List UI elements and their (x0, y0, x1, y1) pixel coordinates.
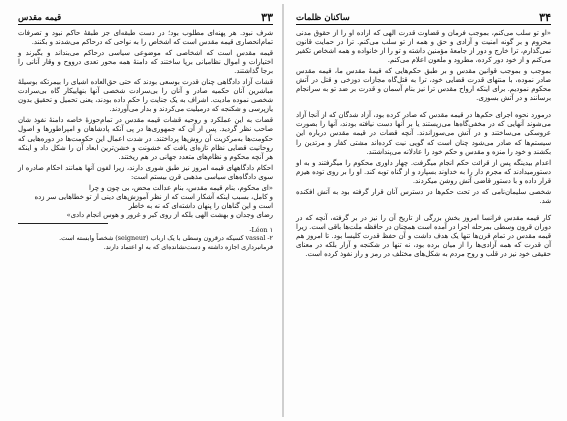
right-page-number: ۳۴ (539, 11, 551, 24)
footnote-separator (18, 223, 108, 224)
right-page (284, 0, 567, 421)
paragraph: قضات به این عملکرد و روحیه قشات قیمه مقدس در تمام‌حوزهٔ خاصه دامنهٔ نفوذ شان صاحب نظر گردید. پس از آن که جمهوری‌ها در پی آنکه پادشاهان و امپراطورها و اصول حکومت‌ها به‌مرکزیت آن روش‌ها پرداختند. در شدت اعمال این حکومت‌ها در دوره‌هایی که روحانیت قضایی نظام تازه‌ای یافت که خشونت و خشن‌ترین ابعاد آن را شکل داد و اینکه هر آنچه محکوم و نظام‌های متعدد جهانی در هم ریختند. (18, 116, 273, 161)
paragraph: قشات آزاد دادگاهی چنان قدرت بوسعی بودند که حتی حق‌العاده اشیای را بیمرتکه بوسیلهٔ مباشرین آنان حکمیه صادر و آنان را بی‌سرادت شخصی آنها بنهاییکار گاه بی‌سرادت شخصی نموده مادیت. اشراف به یک جنایت را حکم داده بودند، یعنی تحمیل و تحقیق بدون یازپرسی و شکنجه که درمیلیت می‌کردند و بدار می‌آوردند. (18, 78, 273, 114)
paragraph: بموجب و بموجب قوانین مقدس و بر طبق حکم‌هایی که قیمهٔ مقدس ما، قیمه مقدس صادر نموده، با منتهای قدرت قضایی خود، ترا به قتل‌گاه مجازات دوزخی و قتل در آتش محکوم نمودیم. برای اینکه ارواح مقدس ترا نیز بنام آسمان و قدرت بر ضد تو به سرانجام برسانند و در آتش بسوزی. (296, 67, 551, 103)
quote-line: و کامل، بسبب اینکه آشکار است که از نظر آموزش‌های دینی از تو خطاهایی سر زده است و این گناهان را پنهان داشته‌ای که نه به خاطر (34, 192, 273, 210)
right-page-body (296, 29, 551, 259)
paragraph: شخصی سلیمان‌نامی که در تحت حکم‌ها در دسترس آنان قرار گرفته بود به آتش افکنده شد. (296, 187, 551, 205)
footnotes (18, 226, 273, 252)
quote-line: «ای محکوم، بنام قیمه مقدس، بنام عدالت محض، بی چون و چرا (89, 183, 273, 192)
right-running-title: ساکنان ظلمات (296, 13, 350, 23)
paragraph: قیمه مقدس است که اشخاصی که موضوعی سیاسی درحاکم می‌بنداند و بگیرند و اختیارات و اموال نظامیانی برپا ساختند که دامنهٔ همه محور تعدی درووح و وقار آنانی را برجا گذاشتند. (18, 49, 273, 76)
quote-line: رضای وجدان و بهشت الهی بلکه از روی کبر و غرور و هوس انجام دادی» (66, 210, 273, 219)
verdict-quotes (18, 184, 273, 220)
paragraph: درمورد نحوه اجرای حکم‌ها در قیمه مقدس که صادر کرده بود، آزاد شدگان که از آنجا آزاد می‌شوند آنهایی که در مخفی‌گاه‌ها می‌زیستند یا بر آنها دست نیافته بودند، آنها را بصورت عروسکی می‌ساختند و در آتش می‌سوزاندند. آنچه قضات در قیمه مقدس درباره این سیستم‌ها که صادر می‌شود چنان است که گویی نیت کرده‌اند مشتی کفار و مرتدین را بکشند و خود را منزه و مقدس و حکم خود را عادلانه می‌پنداشتند. (296, 111, 551, 156)
left-page-header (18, 10, 273, 25)
left-running-title: قیمه مقدس (18, 13, 62, 23)
paragraph: «او تو سلب می‌کنم، بموجب فرمان و قضاوت قدرت الهی که اراده او را از حقوق مدنی محروم و بر گونه امنیت و آزادی و حق و همه از تو سلب می‌کنم. ترا در حمایت قانون نمی‌گذارم، ترا خارج و دور از جامعهٔ مؤمنین داشته و تو را از خانواده و همه اشخاص تکفیر می‌کنم و از خود دور کرده، مطرود و ملعون اعلام می‌کنم. (296, 29, 551, 65)
left-page-body (18, 29, 273, 251)
footnote: Léon ۱- (249, 225, 273, 234)
paragraph: شرف نبود. هر پهنه‌ای مطلوب بود؛ در دست طبقه‌ای جز طبقهٔ حاکم نبود و تصرفات تمام‌انحصاری قیمه مقدس است که اشخاص را به نواحی که درحاکم می‌شدند و بکنند. (18, 29, 273, 47)
left-page (0, 0, 283, 421)
footnote: فرمانبرداری اجازه داشته و دست‌نشانده‌ای که به او اعتماد دارند. (103, 242, 273, 251)
paragraph: کار قیمه مقدس فرانسا امروز بخش بزرگی از تاریخ آن را نیز در بر گرفته، آنچه که در دوران قرون وسطی بمرحله اجرا در آمده است همچنان در حافظه ملت‌ها باقی است. زیرا قیمه مقدس در تمام قرن‌ها تنها یک هدف داشت و آن حفظ قدرت کلیسا بود. تا امروز هم آن قدرت که همه آزادی‌ها را از میان برده بود، نه تنها در شکنجه و آزار بلکه در معنای حقیقی خود نیز در قلب و روح مردم به شکل‌های مختلف در رمز و راز نفوذ کرده است. (296, 213, 551, 259)
footnote: vassal -۲ کسیکه درقرون وسطی با یک ارباب (seigneur) شخصاً وابسته است. (59, 234, 273, 243)
left-page-number: ۳۳ (261, 11, 273, 24)
right-page-header (296, 10, 551, 25)
paragraph: احکام دادگاههای قیمه امروز نیز طبق شوری دارند، زیرا لفون آنها همانند احکام صادره از سوی دادگاه‌های سیاسی مذهبی قرن بیستم است: (18, 163, 273, 181)
paragraph: اعدام بیدینگه پس از قرائت حکم انجام میگرفت. چهار داوری محکوم را میگرفتند و به او دستورمیدادند که مجرم دار را به خداوند بسپارد و از گناه توبه کند. او را بر روی توده هیزم قرار داده و با دستور قاضی آتش روشن میکردند. (296, 158, 551, 185)
